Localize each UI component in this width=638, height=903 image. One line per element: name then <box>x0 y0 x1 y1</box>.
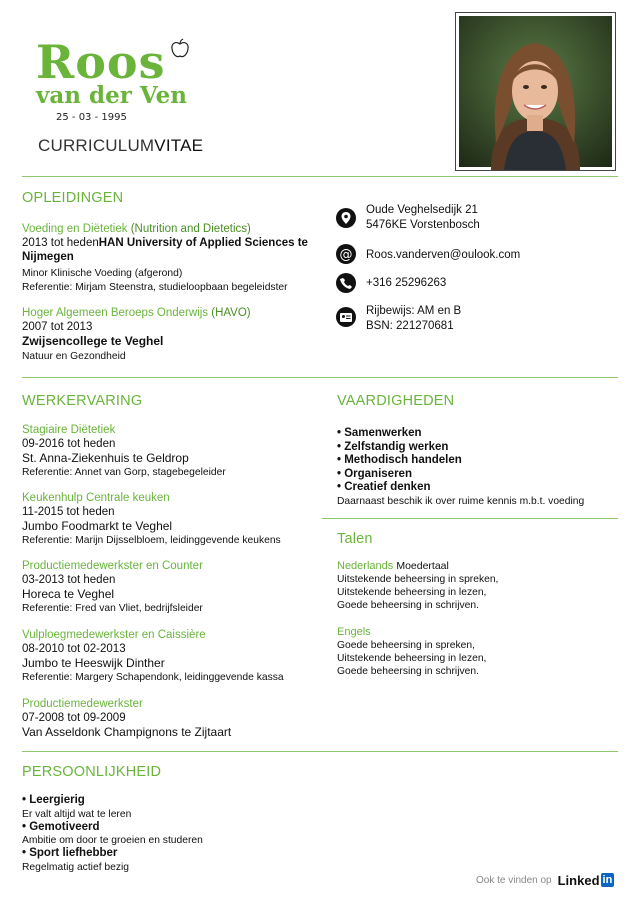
language-skill-line: Goede beheersing in spreken, <box>337 640 475 651</box>
id-info <box>366 304 461 334</box>
bsn: BSN: 221270681 <box>366 320 454 332</box>
portrait-image <box>456 13 615 170</box>
document-title-part2: VITAE <box>154 136 204 155</box>
skill-item: • Methodisch handelen <box>337 454 462 466</box>
werkervaring-title: WERKERVARING <box>22 393 143 409</box>
skills-note: Daarnaast beschik ik over ruime kennis m.b.t. voeding <box>337 495 585 507</box>
opleidingen-title: OPLEIDINGEN <box>22 190 124 206</box>
phone[interactable]: +316 25296263 <box>366 277 447 289</box>
document-title-part1: CURRICULUM <box>38 136 155 155</box>
education-school: Zwijsencollege te Veghel <box>22 334 164 348</box>
work-role: Productiemedewerkster en Counter <box>22 560 203 572</box>
language-item <box>337 560 498 612</box>
work-employer: Van Asseldonk Champignons te Zijtaart <box>22 725 232 739</box>
work-employer: Jumbo Foodmarkt te Veghel <box>22 519 173 533</box>
divider-bottom <box>22 751 618 752</box>
education-name: Voeding en Diëtetiek (Nutrition and Dietetics) <box>22 223 251 235</box>
name-logo <box>36 35 187 123</box>
education-name: Hoger Algemeen Beroeps Onderwijs (HAVO) <box>22 307 251 319</box>
education-minor: Minor Klinische Voeding (afgerond) <box>22 268 183 279</box>
phone-icon <box>336 273 356 293</box>
id-card-icon <box>336 307 356 327</box>
personality-desc: Er valt altijd wat te leren <box>22 808 132 820</box>
vaardigheden-title: VAARDIGHEDEN <box>337 393 455 409</box>
work-employer: Jumbo te Heeswijk Dinther <box>22 656 165 670</box>
skill-item: • Organiseren <box>337 467 412 480</box>
education-reference: Referentie: Mirjam Steenstra, studieloopbaan begeleidster <box>22 282 288 293</box>
address-line2: 5476KE Vorstenbosch <box>366 219 480 231</box>
work-item <box>22 491 281 547</box>
personality-trait: • Sport liefhebber <box>22 847 118 859</box>
language-skill-line: Goede beheersing in schrijven. <box>337 600 479 611</box>
language-skill-line: Goede beheersing in schrijven. <box>337 666 479 677</box>
work-item <box>22 628 284 684</box>
education-period: 2007 tot 2013 <box>22 321 93 333</box>
persoonlijkheid-title: PERSOONLIJKHEID <box>22 764 162 780</box>
divider-middle <box>22 377 618 378</box>
work-reference: Referentie: Margery Schapendonk, leidinggevende kassa <box>22 672 284 683</box>
divider-top <box>22 176 618 177</box>
first-name: Roos <box>36 35 166 89</box>
svg-text:@: @ <box>339 247 353 263</box>
skill-item: • Zelfstandig werken <box>337 440 449 453</box>
address <box>366 203 480 233</box>
personality-trait: • Gemotiveerd <box>22 820 100 833</box>
skill-item: • Samenwerken <box>337 427 422 439</box>
education-item <box>22 222 322 294</box>
education-item <box>22 306 322 363</box>
work-period: 09-2016 tot heden <box>22 438 116 450</box>
work-period: 11-2015 tot heden <box>22 506 115 518</box>
work-reference: Referentie: Annet van Gorp, stagebegeleider <box>22 467 226 478</box>
birthdate: 25 - 03 - 1995 <box>56 112 127 123</box>
work-role: Keukenhulp Centrale keuken <box>22 492 170 504</box>
education-period-school: 2013 tot hedenHAN University of Applied Sciences te <box>22 237 308 249</box>
email[interactable]: Roos.vanderven@oulook.com <box>366 249 521 261</box>
work-item <box>22 697 231 740</box>
location-icon <box>336 208 356 228</box>
linkedin-in-badge: in <box>602 874 613 886</box>
divider-skills <box>322 518 618 519</box>
last-name: van der Ven <box>36 82 187 109</box>
work-reference: Referentie: Marijn Dijsselbloem, leidinggevende keukens <box>22 535 281 546</box>
language-skill-line: Uitstekende beheersing in lezen, <box>337 653 487 664</box>
linkedin-footer[interactable] <box>476 871 614 889</box>
address-line1: Oude Veghelsedijk 21 <box>366 204 478 216</box>
language-skill-line: Uitstekende beheersing in spreken, <box>337 574 499 585</box>
language-name: Engels <box>337 626 371 638</box>
language-name-level: Nederlands Moedertaal <box>337 560 449 572</box>
work-employer: St. Anna-Ziekenhuis te Geldrop <box>22 451 189 465</box>
personality-desc: Regelmatig actief bezig <box>22 861 130 873</box>
skill-item: • Creatief denken <box>337 481 431 493</box>
personality-desc: Ambitie om door te groeien en studeren <box>22 835 203 846</box>
work-period: 03-2013 tot heden <box>22 574 116 586</box>
linkedin-logo[interactable] <box>558 873 615 888</box>
work-period: 07-2008 tot 09-2009 <box>22 712 126 724</box>
apple-icon <box>170 38 190 60</box>
work-item <box>22 559 203 615</box>
email-icon <box>336 244 356 264</box>
skills-list <box>337 427 584 508</box>
talen-title: Talen <box>337 531 373 547</box>
find-text: Ook te vinden op <box>476 874 552 886</box>
work-employer: Horeca te Veghel <box>22 587 115 601</box>
work-role: Productiemedewerkster <box>22 698 143 710</box>
education-school-city: Nijmegen <box>22 251 74 263</box>
work-item <box>22 423 226 479</box>
personality-list <box>22 794 203 874</box>
license: Rijbewijs: AM en B <box>366 305 462 317</box>
linkedin-word: Linked <box>557 872 600 888</box>
portrait-photo <box>455 12 616 171</box>
language-skill-line: Uitstekende beheersing in lezen, <box>337 587 487 598</box>
work-role: Vulploegmedewerkster en Caissière <box>22 629 206 641</box>
document-title <box>38 136 203 156</box>
work-reference: Referentie: Fred van Vliet, bedrijfsleider <box>22 603 203 614</box>
language-item <box>337 626 486 678</box>
work-period: 08-2010 tot 02-2013 <box>22 643 126 655</box>
work-role: Stagiaire Diëtetiek <box>22 424 116 436</box>
personality-trait: • Leergierig <box>22 794 85 806</box>
education-profile: Natuur en Gezondheid <box>22 351 126 362</box>
